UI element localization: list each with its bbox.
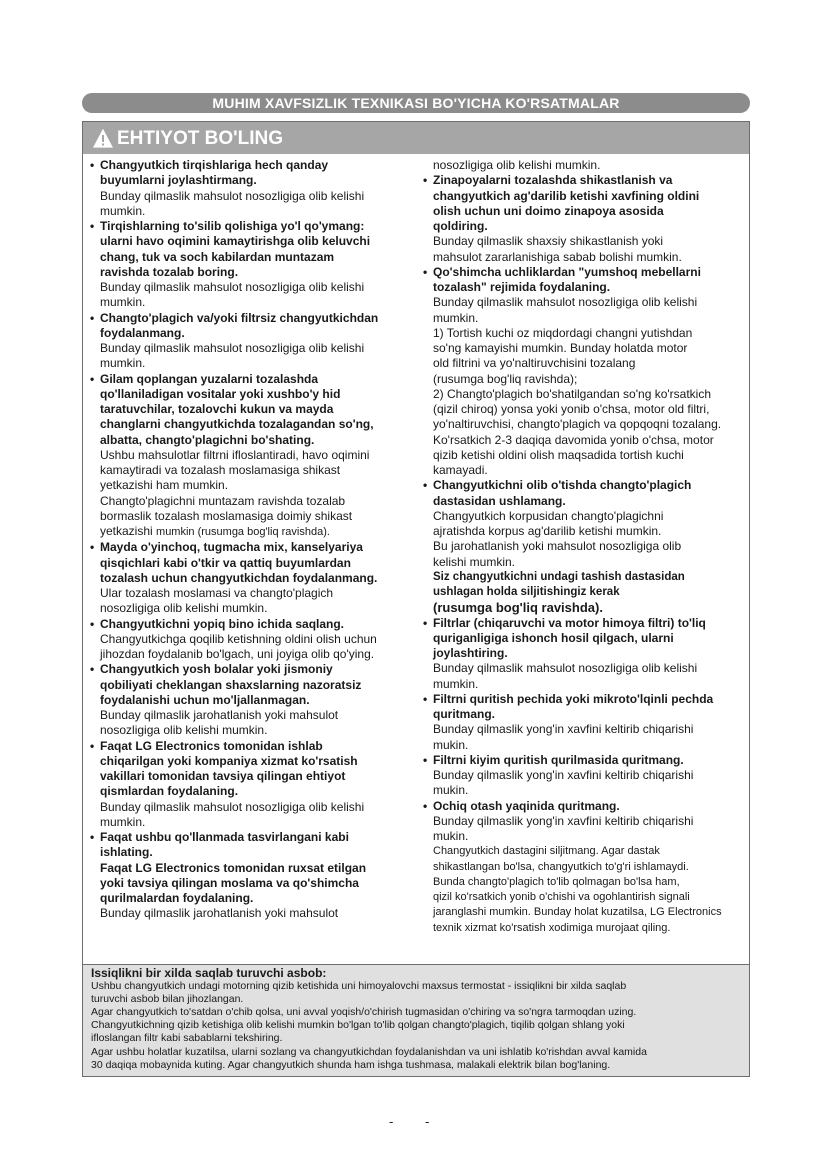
body-line: Bunday qilmaslik mahsulot nosozligiga olib kelishi	[100, 799, 365, 814]
list-item	[422, 265, 748, 479]
heading-line: tozalash" rejimida foydalaning.	[433, 280, 611, 294]
heading-line: changlarni changyutkichda tozalagandan so'ng,	[100, 417, 374, 432]
list-item	[89, 617, 419, 663]
thermostat-line: Ushbu changyutkich undagi motorning qizib ketishida uni himoyalovchi maxsus termostat - issiqlikni bir xilda saqlab	[91, 980, 627, 993]
item-body	[100, 189, 419, 220]
caution-box	[82, 121, 750, 1077]
body-line: mumkin.	[100, 356, 146, 371]
tail-line: Changyutkich dastagini siljitmang. Agar dastak	[433, 845, 660, 858]
bullet-icon: •	[90, 310, 95, 325]
list-item	[89, 311, 419, 372]
thermostat-note	[83, 964, 749, 1076]
item-body	[433, 509, 748, 570]
heading-line: changyutkich ag'darilib ketishi xavfining oldini	[433, 188, 700, 203]
thermostat-line: Agar changyutkich to'satdan o'chib qolsa, uni avval yoqish/o'chirish tugmasidan o'chiring va so'ngra tarmoqdan uzing.	[91, 1006, 637, 1019]
body-line: bormaslik tozalash moslamasiga doimiy shikast	[100, 508, 353, 523]
body-line: ajratishda korpus ag'darilib ketishi mumkin.	[433, 524, 662, 538]
handle-note-line: (rusumga bog'liq ravishda).	[433, 600, 603, 616]
body-line: qizib ketishi oldini olish maqsadida tortish kuchi	[433, 447, 684, 462]
body-line: mahsulot zararlanishiga sabab bolishi mumkin.	[433, 249, 682, 264]
heading-line: ravishda tozalab boring.	[100, 264, 239, 279]
list-item	[89, 739, 419, 831]
bullet-icon: •	[423, 691, 428, 706]
continued-text	[422, 158, 748, 173]
heading-line: dastasidan ushlamang.	[433, 493, 566, 508]
heading-line: ishlating.	[100, 845, 153, 860]
item-body	[100, 280, 419, 311]
item-body	[100, 586, 419, 617]
list-item	[89, 219, 419, 311]
thermostat-line: turuvchi asbob bilan jihozlangan.	[91, 993, 244, 1006]
heading-line: ularni havo oqimini kamaytirishga olib keluvchi	[100, 234, 371, 249]
body-line: Bunday qilmaslik mahsulot nosozligiga olib kelishi	[100, 188, 365, 203]
item-heading	[100, 830, 419, 906]
list-item	[422, 616, 748, 692]
right-column	[422, 158, 748, 936]
item-heading	[433, 265, 748, 296]
item-heading	[100, 158, 419, 189]
body-line: Bunday qilmaslik jarohatlanish yoki mahsulot	[100, 708, 339, 722]
body-line: mumkin.	[100, 295, 146, 310]
body-line: 1) Tortish kuchi oz miqdordagi changni yutishdan	[433, 325, 693, 340]
body-line: jihozdan foydalanib bo'lgach, uni joyiga olib qo'ying.	[100, 647, 375, 661]
item-body	[433, 234, 748, 265]
body-line: yo'naltiruvchisi, changto'plagich va qopqoqni tozalang.	[433, 417, 722, 432]
body-line: Bunday qilmaslik yong'in xavfini keltirib chiqarishi	[433, 722, 694, 737]
item-body	[433, 814, 748, 845]
heading-line: Changyutkichni yopiq bino ichida saqlang.	[100, 616, 345, 631]
bullet-icon: •	[423, 615, 428, 630]
item-body	[100, 448, 419, 541]
bullet-icon: •	[90, 738, 95, 753]
heading-line: albatta, changto'plagichni bo'shating.	[100, 432, 315, 447]
heading-line: quriganligiga ishonch hosil qilgach, ularni	[433, 630, 674, 645]
body-line: Bunday qilmaslik yong'in xavfini keltirib chiqarishi	[433, 813, 694, 828]
item-body	[100, 800, 419, 831]
item-body	[100, 708, 419, 739]
body-line: nosozligiga olib kelishi mumkin.	[100, 601, 268, 616]
body-line: mukin.	[433, 829, 469, 843]
bullet-icon: •	[90, 540, 95, 555]
item-body	[433, 661, 748, 692]
body-line: Ko'rsatkich 2-3 daqiqa davomida yonib o'chsa, motor	[433, 432, 714, 447]
thermostat-line: 30 daqiqa mobaynida kuting. Agar changyutkich shunda ham ishga tushmasa, malakali elektrik bilan bog'laning.	[91, 1058, 611, 1071]
heading-line: Ochiq otash yaqinida quritmang.	[433, 798, 620, 813]
item-heading	[433, 173, 748, 234]
list-item	[89, 158, 419, 219]
body-line: Bu jarohatlanish yoki mahsulot nosozligiga olib	[433, 539, 682, 554]
body-line: so'ng kamayishi mumkin. Bunday holatda motor	[433, 341, 688, 355]
item-heading	[100, 662, 419, 708]
item-heading	[100, 372, 419, 448]
thermostat-line: Changyutkichning qizib ketishiga olib kelishi mumkin bo'lgan to'lib qolgan changto'plagich, tiqilib qolgan shlang yoki	[91, 1019, 625, 1032]
body-line: Ular tozalash moslamasi va changto'plagich	[100, 586, 334, 600]
body-line: mukin.	[433, 783, 469, 798]
heading-line: qoldiring.	[433, 219, 488, 233]
body-line: nosozligiga olib kelishi mumkin.	[100, 723, 268, 738]
tail-line: shikastlangan bo'lsa, changyutkich to'g'ri ishlamaydi.	[433, 860, 689, 873]
heading-line: joylashtiring.	[433, 646, 508, 660]
body-line: Changyutkichga qoqilib ketishning oldini olish uchun	[100, 631, 377, 646]
body-note-small: mumkin (rusumga bog'liq ravishda).	[156, 526, 330, 538]
heading-line: Changyutkich yosh bolalar yoki jismoniy	[100, 662, 333, 677]
heading-line: chang, tuk va soch kabilardan muntazam	[100, 249, 335, 264]
thermostat-title: Issiqlikni bir xilda saqlab turuvchi asbob:	[91, 966, 327, 980]
bullet-icon: •	[90, 219, 95, 233]
heading-line: qisqichlari kabi o'tkir va qattiq buyumlardan	[100, 555, 351, 570]
item-body	[433, 768, 748, 799]
body-line: mukin.	[433, 737, 469, 752]
bullet-icon: •	[423, 478, 428, 493]
item-heading	[433, 478, 748, 509]
body-line: (rusumga bog'liq ravishda);	[433, 371, 578, 386]
tail-line: jaranglashi mumkin. Bunday holat kuzatilsa, LG Electronics	[433, 906, 722, 919]
body-line: Bunday qilmaslik yong'in xavfini keltirib chiqarishi	[433, 768, 694, 782]
left-column	[89, 158, 419, 922]
heading-line: Filtrni quritish pechida yoki mikroto'lqinli pechda	[433, 691, 714, 706]
body-line: Changto'plagichni muntazam ravishda tozalab	[100, 493, 346, 508]
heading-line: qo'llaniladigan vositalar yoki xushbo'y hid	[100, 386, 341, 401]
list-item	[422, 753, 748, 799]
heading-line: Changyutkichni olib o'tishda changto'plagich	[433, 478, 692, 493]
list-item	[89, 662, 419, 738]
item-body	[433, 722, 748, 753]
heading-line: Faqat ushbu qo'llanmada tasvirlangani kabi	[100, 830, 349, 844]
handle-note-line: Siz changyutkichni undagi tashish dastasidan	[433, 570, 685, 583]
page-mark-right: -	[425, 1114, 430, 1129]
handle-note-line: ushlagan holda siljitishingiz kerak	[433, 586, 620, 598]
heading-line: tozalash uchun changyutkichdan foydalanmang.	[100, 570, 378, 585]
heading-line: yoki tavsiya qilingan moslama va qo'shimcha	[100, 875, 359, 890]
body-line: Bunday qilmaslik mahsulot nosozligiga olib kelishi	[433, 661, 698, 676]
body-line: Bunday qilmaslik mahsulot nosozligiga olib kelishi	[100, 341, 365, 355]
bullet-icon: •	[90, 662, 95, 677]
body-line: kamaytiradi va tozalash moslamasiga shikast	[100, 463, 341, 477]
list-item	[422, 799, 748, 845]
body-text: yetkazishi	[100, 524, 157, 538]
bullet-icon: •	[423, 798, 428, 813]
heading-line: foydalanishi uchun mo'ljallanmagan.	[100, 692, 310, 707]
heading-line: Tirqishlarning to'silib qolishiga yo'l qo'ymang:	[100, 219, 365, 233]
body-line: mumkin.	[100, 814, 146, 829]
handle-warning	[422, 844, 748, 936]
bullet-icon: •	[423, 264, 428, 279]
body-line: kelishi mumkin.	[433, 554, 516, 569]
item-heading	[100, 617, 419, 632]
bullet-icon: •	[90, 371, 95, 386]
heading-line: foydalanmang.	[100, 325, 185, 340]
body-line: Bunday qilmaslik shaxsiy shikastlanish yoki	[433, 234, 664, 249]
heading-line: Faqat LG Electronics tomonidan ishlab	[100, 738, 323, 753]
caution-label: EHTIYOT BO'LING	[117, 128, 284, 149]
item-heading	[100, 311, 419, 342]
page-mark-left: -	[389, 1114, 394, 1129]
heading-line: taratuvchilar, tozalovchi kukun va mayda	[100, 402, 334, 416]
heading-line: qurilmalardan foydalaning.	[100, 891, 254, 905]
heading-line: Filtrni kiyim quritish qurilmasida quritmang.	[433, 752, 684, 767]
list-item	[89, 372, 419, 541]
body-line: (qizil chiroq) yonsa yoki yonib o'chsa, motor old filtri,	[433, 402, 710, 416]
heading-line: olish uchun uni doimo zinapoya asosida	[433, 203, 664, 218]
item-body	[100, 906, 419, 921]
body-line: Bunday qilmaslik mahsulot nosozligiga olib kelishi	[433, 295, 698, 310]
body-line: mumkin.	[433, 310, 479, 325]
body-line: mumkin.	[433, 676, 479, 691]
bullet-icon: •	[423, 173, 428, 188]
thermostat-line: ifloslangan filtr kabi sabablarni tekshiring.	[91, 1032, 283, 1045]
bullet-icon: •	[90, 158, 95, 172]
item-heading	[100, 739, 419, 800]
body-line: kamayadi.	[433, 463, 488, 477]
bullet-icon: •	[423, 752, 428, 767]
heading-line: quritmang.	[433, 707, 495, 721]
bullet-icon: •	[90, 616, 95, 631]
list-item	[89, 830, 419, 922]
item-heading	[433, 753, 748, 768]
heading-line: Filtrlar (chiqaruvchi va motor himoya filtri) to'liq	[433, 615, 706, 630]
item-heading	[100, 219, 419, 280]
list-item	[89, 540, 419, 616]
thermostat-line: Agar ushbu holatlar kuzatilsa, ularni sozlang va changyutkichdan foydalanishdan va uni ishlatib ko'rishdan avval kamida	[91, 1045, 647, 1058]
tail-line: qizil ko'rsatkich yonib o'chishi va ogohlantirish signali	[433, 891, 690, 904]
item-body	[433, 295, 748, 478]
item-heading	[433, 616, 748, 662]
body-line: old filtrini va yo'naltiruvchisini tozalang	[433, 356, 636, 371]
heading-line: Mayda o'yinchoq, tugmacha mix, kanselyariya	[100, 540, 363, 555]
heading-line: Faqat LG Electronics tomonidan ruxsat etilgan	[100, 860, 367, 875]
section-title: MUHIM XAVFSIZLIK TEXNIKASI BO'YICHA KO'RSATMALAR	[82, 93, 750, 113]
item-body	[100, 632, 419, 663]
bullet-icon: •	[90, 830, 95, 844]
caution-header	[83, 122, 749, 154]
tail-line: texnik xizmat ko'rsatish xodimiga murojaat qiling.	[433, 921, 671, 934]
tail-line: Bunda changto'plagich to'lib qolmagan bo'lsa ham,	[433, 875, 680, 888]
body-line: Ushbu mahsulotlar filtrni ifloslantiradi, havo oqimini	[100, 447, 370, 462]
heading-line: qobiliyati cheklangan shaxslarning nazoratsiz	[100, 677, 362, 692]
item-heading	[100, 540, 419, 586]
item-body	[100, 341, 419, 372]
body-line: Changyutkich korpusidan changto'plagichni	[433, 508, 664, 523]
item-heading	[433, 692, 748, 723]
heading-line: chiqarilgan yoki kompaniya xizmat ko'rsatish	[100, 753, 358, 768]
body-line: mumkin.	[100, 203, 146, 218]
body-line: nosozligiga olib kelishi mumkin.	[433, 158, 601, 172]
list-item	[422, 692, 748, 753]
body-line: yetkazishi ham mumkin.	[100, 478, 229, 493]
body-line: Bunday qilmaslik mahsulot nosozligiga olib kelishi	[100, 280, 365, 294]
item-heading	[433, 799, 748, 814]
heading-line: Zinapoyalarni tozalashda shikastlanish va	[433, 173, 673, 188]
warning-triangle-icon	[93, 129, 113, 148]
heading-line: qismlardan foydalaning.	[100, 784, 239, 799]
body-line: Bunday qilmaslik jarohatlanish yoki mahsulot	[100, 906, 339, 921]
heading-line: Gilam qoplangan yuzalarni tozalashda	[100, 371, 319, 386]
heading-line: Qo'shimcha uchliklardan "yumshoq mebellarni	[433, 264, 701, 279]
body-line-mixed	[100, 524, 419, 540]
heading-line: buyumlarni joylashtirmang.	[100, 173, 257, 188]
heading-line: Changto'plagich va/yoki filtrsiz changyutkichdan	[100, 310, 379, 325]
heading-line: Changyutkich tirqishlariga hech qanday	[100, 158, 329, 172]
heading-line: vakillari tomonidan tavsiya qilingan ehtiyot	[100, 769, 346, 783]
body-line: 2) Changto'plagich bo'shatilgandan so'ng ko'rsatkich	[433, 386, 712, 401]
list-item	[422, 478, 748, 570]
list-item	[422, 173, 748, 265]
handle-note	[422, 570, 748, 616]
